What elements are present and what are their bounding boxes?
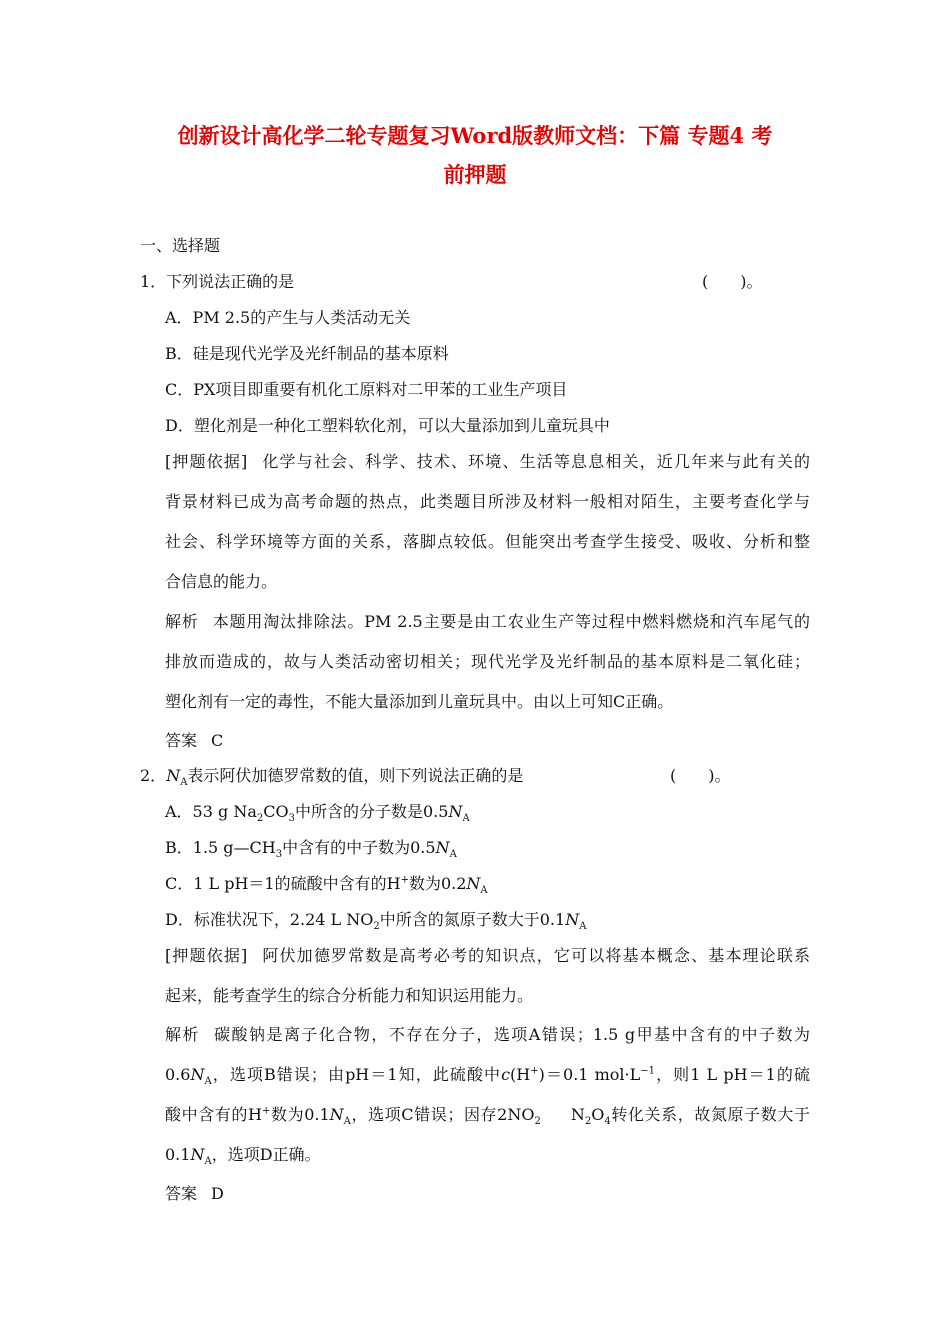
q1-basis-tag: [押题依据] <box>165 452 248 471</box>
document-title-line2: 前押题 <box>443 162 507 187</box>
q2-basis-tag: [押题依据] <box>165 946 248 965</box>
q2-option-a: A．53 g $Na_2CO_3$中所含的分子数是$0.5N_A$ <box>165 802 470 825</box>
q2-analysis-line3: 酸中含有的H+数为$0.1N_A$，选项C错误；因存$2NO_2$ $N_2O_4$转化关系，故氮原子数大于 <box>165 1105 810 1128</box>
q2-option-b: B．1.5 $g—CH_3$中含有的中子数为$0.5N_A$ <box>165 838 457 861</box>
q2-analysis-line1: 解析 碳酸钠是离子化合物，不存在分子，选项A错误；1.5 g甲基中含有的中子数为 <box>165 1025 810 1044</box>
q1-stem: 1．下列说法正确的是 <box>140 272 295 291</box>
q1-basis-line3: 社会、科学环境等方面的关系，落脚点较低。但能突出考查学生接受、吸收、分析和整 <box>165 532 810 551</box>
q1-analysis-tag: 解析 <box>165 612 199 631</box>
q1-analysis-line3: 塑化剂有一定的毒性，不能大量添加到儿童玩具中。由以上可知C正确。 <box>165 692 674 711</box>
section-heading: 一、选择题 <box>140 236 221 255</box>
document-title-line1: 创新设计高化学二轮专题复习Word版教师文档：下篇 专题4 考 <box>177 123 773 148</box>
q1-basis-line4: 合信息的能力。 <box>165 572 278 591</box>
q1-basis-line1: [押题依据] 化学与社会、科学、技术、环境、生活等息息相关，近几年来与此有关的 <box>165 452 810 471</box>
q1-analysis-line1: 解析 本题用淘汰排除法。PM 2.5主要是由工农业生产等过程中燃料燃烧和汽车尾气的 <box>165 612 810 631</box>
q2-option-c: C．1 L pH＝1的硫酸中含有的H+数为$0.2N_A$ <box>165 874 488 897</box>
q2-analysis-line2: $0.6N_A$，选项B错误；由pH＝1知，此硫酸中c(H+)＝0.1 $mol\cdot L^{-1}$，则1 L pH＝1的硫 <box>165 1065 810 1088</box>
q1-answer-blank: ( )。 <box>702 272 763 291</box>
q1-answer: 答案 C <box>165 731 224 750</box>
q2-basis-line2: 起来，能考查学生的综合分析能力和知识运用能力。 <box>165 986 534 1005</box>
q1-option-c: C．PX项目即重要有机化工原料对二甲苯的工业生产项目 <box>165 380 568 399</box>
q1-option-a: A．PM 2.5的产生与人类活动无关 <box>165 308 411 327</box>
q2-stem: 2．$N_A$表示阿伏加德罗常数的值，则下列说法正确的是 <box>140 766 524 789</box>
q2-option-d: D．标准状况下，2.24 L $NO_2$中所含的氮原子数大于$0.1N_A$ <box>165 910 587 933</box>
q1-option-b: B．硅是现代光学及光纤制品的基本原料 <box>165 344 449 363</box>
q1-analysis-line2: 排放而造成的，故与人类活动密切相关；现代光学及光纤制品的基本原料是二氧化硅； <box>165 652 810 671</box>
q1-option-d: D．塑化剂是一种化工塑料软化剂，可以大量添加到儿童玩具中 <box>165 416 610 435</box>
q2-basis-line1: [押题依据] 阿伏加德罗常数是高考必考的知识点，它可以将基本概念、基本理论联系 <box>165 946 810 965</box>
q2-answer-blank: ( )。 <box>670 766 731 785</box>
q2-analysis-line4: $0.1N_A$，选项D正确。 <box>165 1145 321 1168</box>
q1-basis-line2: 背景材料已成为高考命题的热点，此类题目所涉及材料一般相对陌生，主要考查化学与 <box>165 492 810 511</box>
q2-answer: 答案 D <box>165 1184 224 1203</box>
q2-analysis-tag: 解析 <box>165 1025 200 1044</box>
